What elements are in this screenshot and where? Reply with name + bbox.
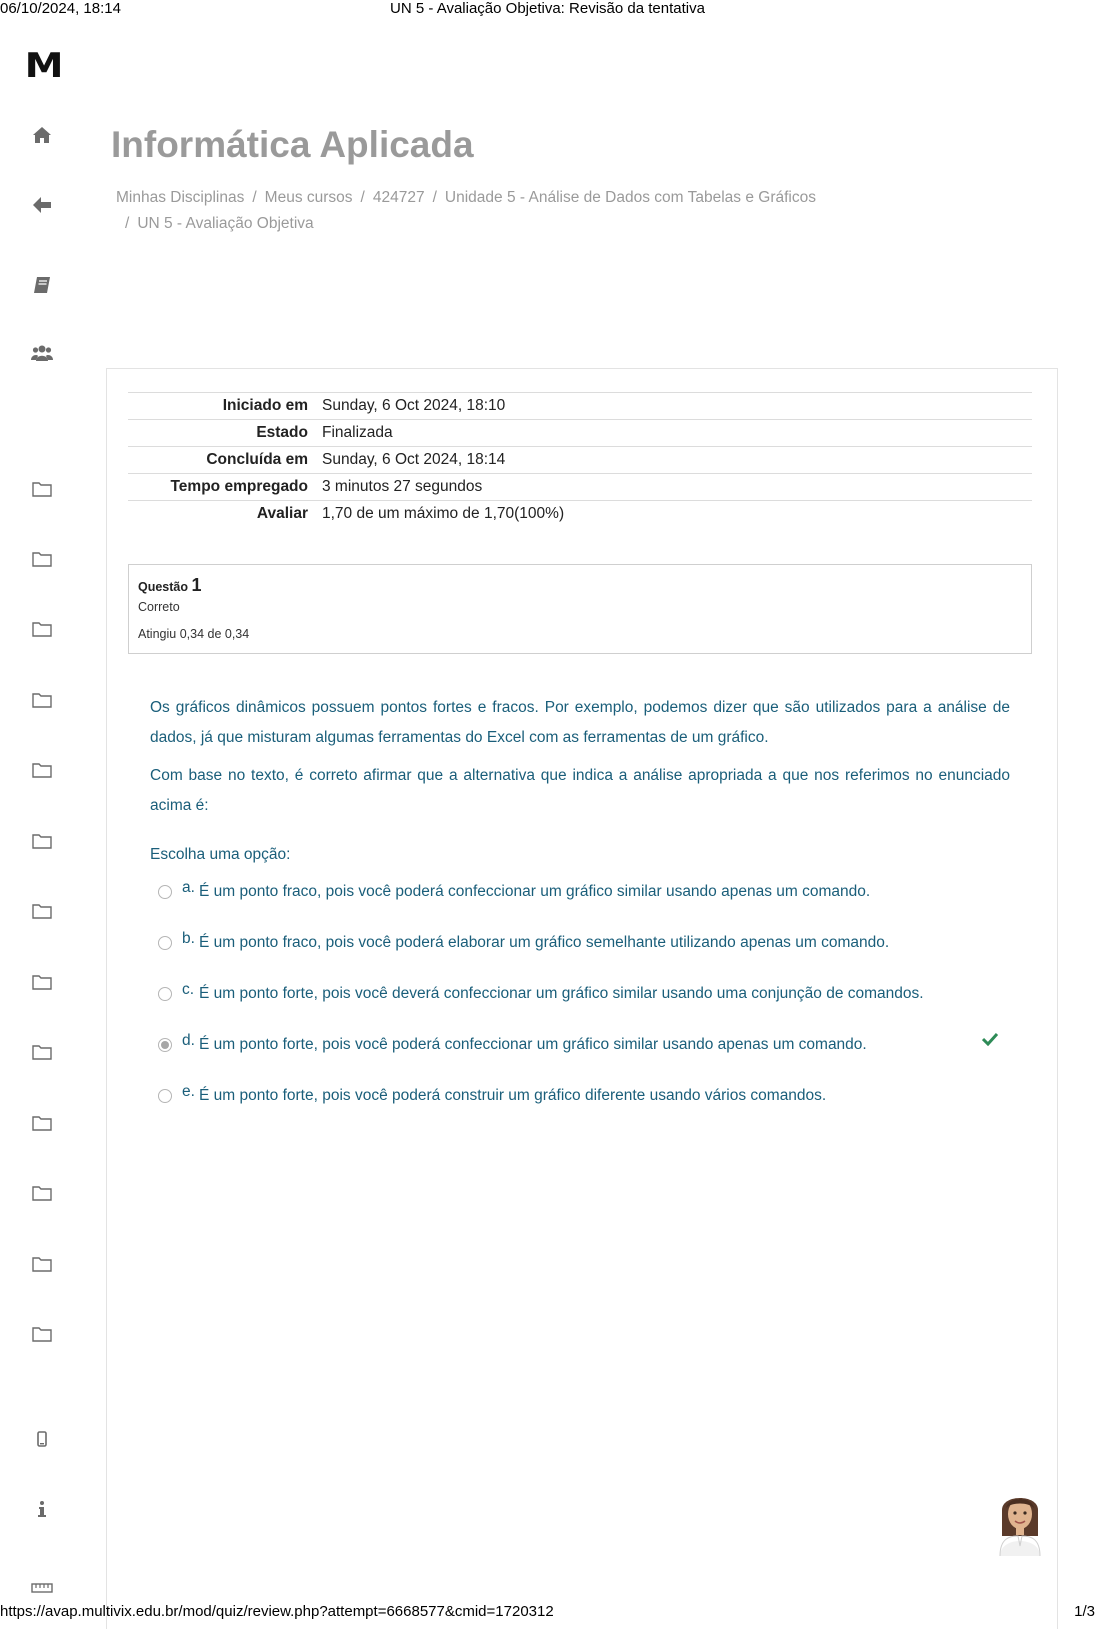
folder-icon[interactable] [30,1322,54,1346]
option-letter: a. [182,879,195,896]
table-row [128,393,1032,420]
answer-option-e[interactable] [158,1083,1018,1113]
answer-prompt: Escolha uma opção: [150,846,291,863]
started-value: Sunday, 6 Oct 2024, 18:10 [314,393,1032,420]
breadcrumb-item[interactable]: Meus cursos [264,189,353,206]
option-text: É um ponto forte, pois você poderá construir um gráfico diferente usando vários comandos. [199,1087,827,1104]
option-letter: c. [182,981,195,998]
grade-label: Avaliar [128,501,314,528]
folder-icon[interactable] [30,547,54,571]
folder-icon[interactable] [30,758,54,782]
ruler-icon[interactable] [30,1576,54,1600]
folder-icon[interactable] [30,1040,54,1064]
folder-icon[interactable] [30,1111,54,1135]
completed-label: Concluída em [128,447,314,474]
home-icon[interactable] [30,123,54,147]
site-logo[interactable]: M [24,46,62,86]
option-text: É um ponto forte, pois você poderá confeccionar um gráfico similar usando apenas um comando. [199,1036,867,1053]
sidebar [0,0,84,1600]
option-text: É um ponto fraco, pois você poderá confeccionar um gráfico similar usando apenas um comando. [199,883,871,900]
folder-icon[interactable] [30,477,54,501]
folder-icon[interactable] [30,688,54,712]
question-info-box [128,564,1032,654]
radio-button[interactable] [158,885,172,899]
grade-value: 1,70 de um máximo de 1,70(100%) [314,501,1032,528]
info-icon[interactable] [30,1497,54,1521]
breadcrumb: Minhas Disciplinas / Meus cursos / 424727 / Unidade 5 - Análise de Dados com Tabelas e Gráficos / UN 5 - Avaliação Objetiva [116,189,816,232]
question-text: Com base no texto, é correto afirmar que a alternativa que indica a análise apropriada a que nos referimos no enunciado acima é: [150,767,1010,814]
answer-option-a[interactable] [158,879,1018,909]
folder-icon[interactable] [30,1181,54,1205]
table-row [128,420,1032,447]
folder-icon[interactable] [30,617,54,641]
table-row [128,447,1032,474]
time-value: 3 minutos 27 segundos [314,474,1032,501]
question-grade: Atingiu 0,34 de 0,34 [138,627,250,641]
folder-icon[interactable] [30,829,54,853]
book-icon[interactable] [30,273,54,297]
option-letter: b. [182,930,195,947]
state-label: Estado [128,420,314,447]
radio-button[interactable] [158,1089,172,1103]
folder-icon[interactable] [30,970,54,994]
attempt-summary-table [128,392,1032,527]
print-footer [0,1603,1095,1623]
completed-value: Sunday, 6 Oct 2024, 18:14 [314,447,1032,474]
option-text: É um ponto forte, pois você deverá confeccionar um gráfico similar usando uma conjunção de comandos. [199,985,924,1002]
users-icon[interactable] [30,341,54,365]
assistant-avatar[interactable] [998,1490,1042,1556]
question-text: Os gráficos dinâmicos possuem pontos fortes e fracos. Por exemplo, podemos dizer que são utilizados para a análise de dados, já que misturam algumas ferramentas do Excel com as ferramentas de um gráfico. [150,699,1010,746]
print-title: UN 5 - Avaliação Objetiva: Revisão da tentativa [390,0,705,17]
print-page-number: 1/3 [1074,1603,1095,1620]
started-label: Iniciado em [128,393,314,420]
table-row [128,501,1032,528]
breadcrumb-item[interactable]: Minhas Disciplinas [116,189,245,206]
print-datetime: 06/10/2024, 18:14 [0,0,121,17]
back-arrow-icon[interactable] [30,193,54,217]
course-title: Informática Aplicada [111,124,474,165]
option-letter: e. [182,1083,195,1100]
breadcrumb-item[interactable]: Unidade 5 - Análise de Dados com Tabelas e Gráficos [444,189,816,206]
question-state: Correto [138,600,180,614]
folder-icon[interactable] [30,899,54,923]
breadcrumb-item[interactable]: 424727 [372,189,425,206]
answer-option-b[interactable] [158,930,1018,960]
radio-button-selected[interactable] [158,1038,172,1052]
radio-button[interactable] [158,936,172,950]
option-letter: d. [182,1032,195,1049]
folder-icon[interactable] [30,1252,54,1276]
print-url: https://avap.multivix.edu.br/mod/quiz/review.php?attempt=6668577&cmid=1720312 [0,1603,554,1620]
question-number: Questão 1 [138,575,202,595]
time-label: Tempo empregado [128,474,314,501]
state-value: Finalizada [314,420,1032,447]
answer-option-d[interactable] [158,1032,1018,1062]
print-header [0,0,1095,18]
mobile-icon[interactable] [30,1427,54,1451]
answer-option-c[interactable] [158,981,1018,1011]
option-text: É um ponto fraco, pois você poderá elaborar um gráfico semelhante utilizando apenas um comando. [199,934,890,951]
check-icon [982,1030,998,1051]
breadcrumb-item[interactable]: UN 5 - Avaliação Objetiva [137,215,314,232]
radio-button[interactable] [158,987,172,1001]
table-row [128,474,1032,501]
